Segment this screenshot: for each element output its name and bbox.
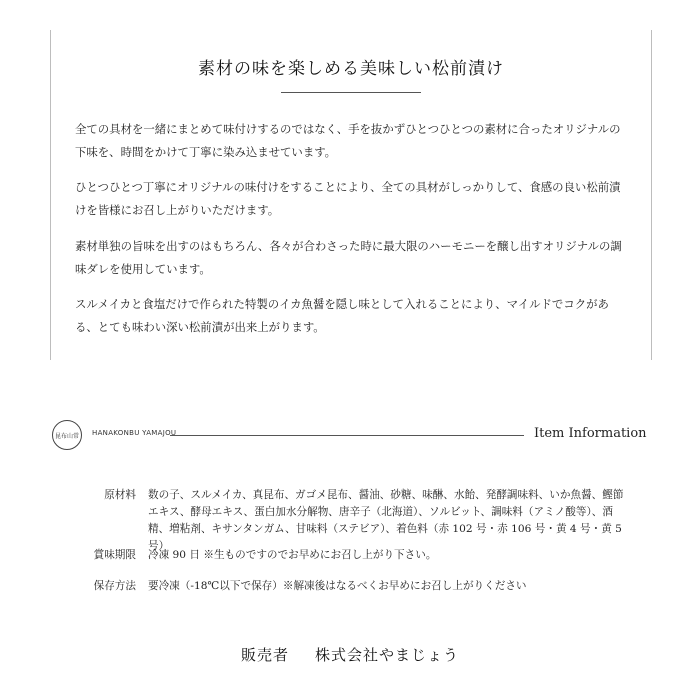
section-heading: 素材の味を楽しめる美味しい松前漬け [198, 59, 504, 79]
info-value: 要冷凍（-18℃以下で保存）※解凍後はなるべくお早めにお召し上がりください [148, 580, 527, 592]
seller-label: 販売者 [240, 646, 289, 664]
seller-name: 株式会社やまじょう [315, 646, 460, 664]
info-label: 保存方法 [93, 580, 136, 592]
item-information-title: Item Information [534, 426, 647, 441]
info-label: 賞味期限 [93, 549, 136, 561]
info-value: 冷凍 90 日 ※生ものですのでお早めにお召し上がり下さい。 [148, 549, 437, 561]
brand-name: HANAKONBU YAMAJOU [92, 429, 177, 437]
seller-line [0, 644, 700, 665]
info-label: 原材料 [104, 489, 136, 501]
info-divider [170, 435, 524, 436]
brand-logo-text: 昆布山常 [54, 432, 79, 440]
intro-paragraph-1: 全ての具材を一緒にまとめて味付けするのではなく、手を抜かずひとつひとつの素材に合ったオリジナルの下味を、時間をかけて丁寧に染み込ませています。 [75, 122, 621, 159]
intro-paragraph-4: スルメイカと食塩だけで作られた特製のイカ魚醤を隠し味として入れることにより、マイルドでコクがある、とても味わい深い松前漬が出来上がります。 [75, 297, 609, 334]
heading-divider [281, 92, 421, 93]
info-value: 数の子、スルメイカ、真昆布、ガゴメ昆布、醤油、砂糖、味醂、水飴、発酵調味料、いか魚醤、鰹節エキス、酵母エキス、蛋白加水分解物、唐辛子（北海道）、ソルビット、調味料（アミノ酸等）、酒精、増粘剤、キサンタンガム、甘味料（ステビア）、着色料（赤 102 号・赤 106 号・黄 4 号・黄 5 号） [148, 489, 624, 552]
intro-paragraph-3: 素材単独の旨味を出すのはもちろん、各々が合わさった時に最大限のハーモニーを醸し出すオリジナルの調味ダレを使用しています。 [75, 239, 622, 276]
intro-paragraph-2: ひとつひとつ丁寧にオリジナルの味付けをすることにより、全ての具材がしっかりして、食感の良い松前漬けを皆様にお召し上がりいただけます。 [75, 180, 621, 217]
intro-section [50, 30, 652, 360]
brand-logo-icon [52, 420, 82, 450]
